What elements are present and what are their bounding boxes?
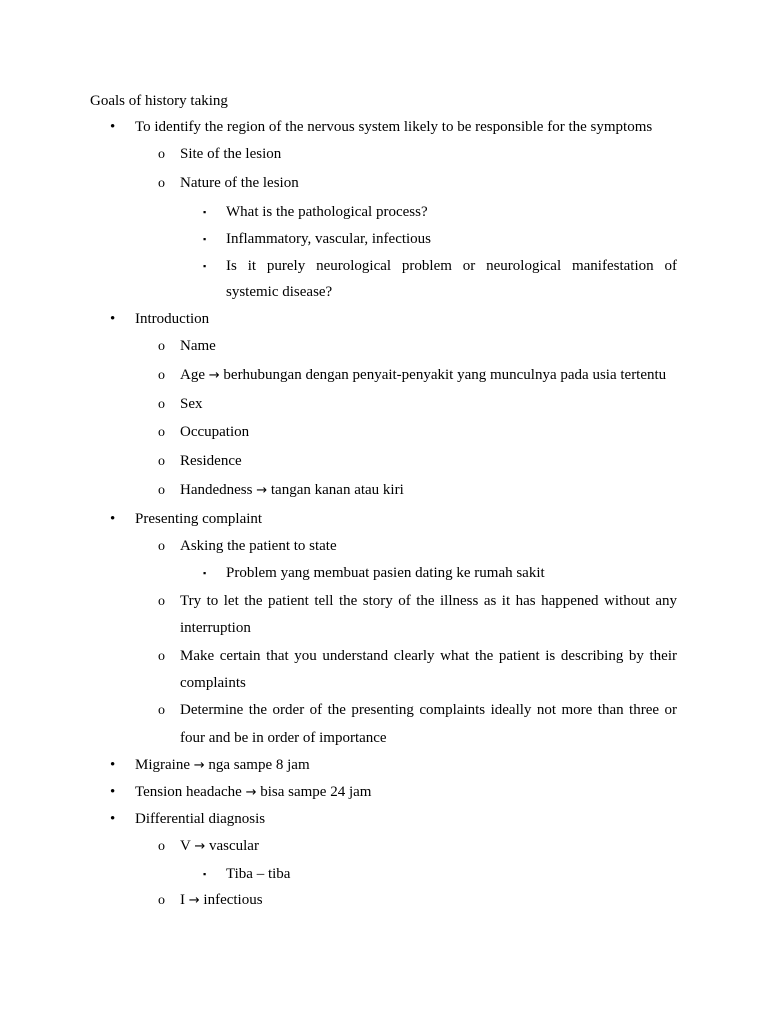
list-item-handedness [180,482,404,499]
list-item-v [180,838,259,855]
section-heading: Goals of history taking [90,93,228,109]
v-label: V [180,838,191,854]
bullet-disc: • [110,811,116,827]
age-note: berhubungan dengan penyait-penyakit yang munculnya pada usia tertentu [223,367,667,383]
arrow-right-icon: → [256,483,268,498]
list-item-inflammatory: Inflammatory, vascular, infectious [226,231,432,247]
bullet-square: ▪ [203,261,207,271]
bullet-circle: o [158,368,165,383]
bullet-circle: o [158,147,165,162]
arrow-right-icon: → [194,839,206,854]
bullet-disc: • [110,119,116,135]
bullet-circle: o [158,594,165,609]
bullet-circle: o [158,649,165,664]
list-item-pathological: What is the pathological process? [226,204,428,220]
bullet-square: ▪ [203,568,207,578]
list-item-purely-line1: Is it purely neurological problem or neurological manifestation of [226,258,677,274]
arrow-right-icon: → [208,368,220,383]
bullet-circle: o [158,176,165,191]
bullet-disc: • [110,757,116,773]
bullet-circle: o [158,339,165,354]
list-item-problem: Problem yang membuat pasien dating ke rumah sakit [226,565,545,581]
handedness-note: tangan kanan atau kiri [270,482,404,498]
i-note: infectious [203,892,263,908]
list-item-tension [135,784,371,801]
list-item-tiba: Tiba – tiba [226,866,291,882]
bullet-circle: o [158,703,165,718]
bullet-circle: o [158,454,165,469]
list-item-determine-line1: Determine the order of the presenting complaints ideally not more than three or [180,702,677,718]
v-note: vascular [208,838,259,854]
list-item-residence: Residence [180,453,242,469]
list-item-differential: Differential diagnosis [135,811,266,827]
i-label: I [180,892,185,908]
list-item-introduction: Introduction [135,311,210,327]
list-item-site: Site of the lesion [180,146,282,162]
list-item-purely-line2: systemic disease? [226,284,333,300]
list-item-sex: Sex [180,396,203,412]
bullet-circle: o [158,539,165,554]
list-item-make-line1: Make certain that you understand clearly what the patient is describing by their [180,648,677,664]
list-item-make-line2: complaints [180,675,246,691]
tension-label: Tension headache [135,784,242,800]
bullet-square: ▪ [203,869,207,879]
list-item-determine-line2: four and be in order of importance [180,730,387,746]
bullet-disc: • [110,784,116,800]
bullet-disc: • [110,311,116,327]
list-item-identify: To identify the region of the nervous system likely to be responsible for the symptoms [135,119,653,135]
arrow-right-icon: → [188,893,200,908]
bullet-circle: o [158,397,165,412]
bullet-circle: o [158,839,165,854]
list-item-name: Name [180,338,216,354]
arrow-right-icon: → [245,785,257,800]
list-item-i [180,892,263,909]
bullet-square: ▪ [203,207,207,217]
bullet-circle: o [158,893,165,908]
bullet-circle: o [158,483,165,498]
list-item-presenting: Presenting complaint [135,511,263,527]
migraine-note: nga sampe 8 jam [208,757,310,773]
handedness-label: Handedness [180,482,253,498]
arrow-right-icon: → [193,758,205,773]
bullet-disc: • [110,511,116,527]
list-item-try-line1: Try to let the patient tell the story of the illness as it has happened without any [180,593,677,609]
list-item-occupation: Occupation [180,424,250,440]
bullet-square: ▪ [203,234,207,244]
list-item-asking: Asking the patient to state [180,538,337,554]
age-label: Age [180,367,205,383]
tension-note: bisa sampe 24 jam [260,784,372,800]
migraine-label: Migraine [135,757,190,773]
list-item-age [180,367,666,384]
list-item-nature: Nature of the lesion [180,175,299,191]
list-item-try-line2: interruption [180,620,251,636]
bullet-circle: o [158,425,165,440]
list-item-migraine [135,757,310,774]
